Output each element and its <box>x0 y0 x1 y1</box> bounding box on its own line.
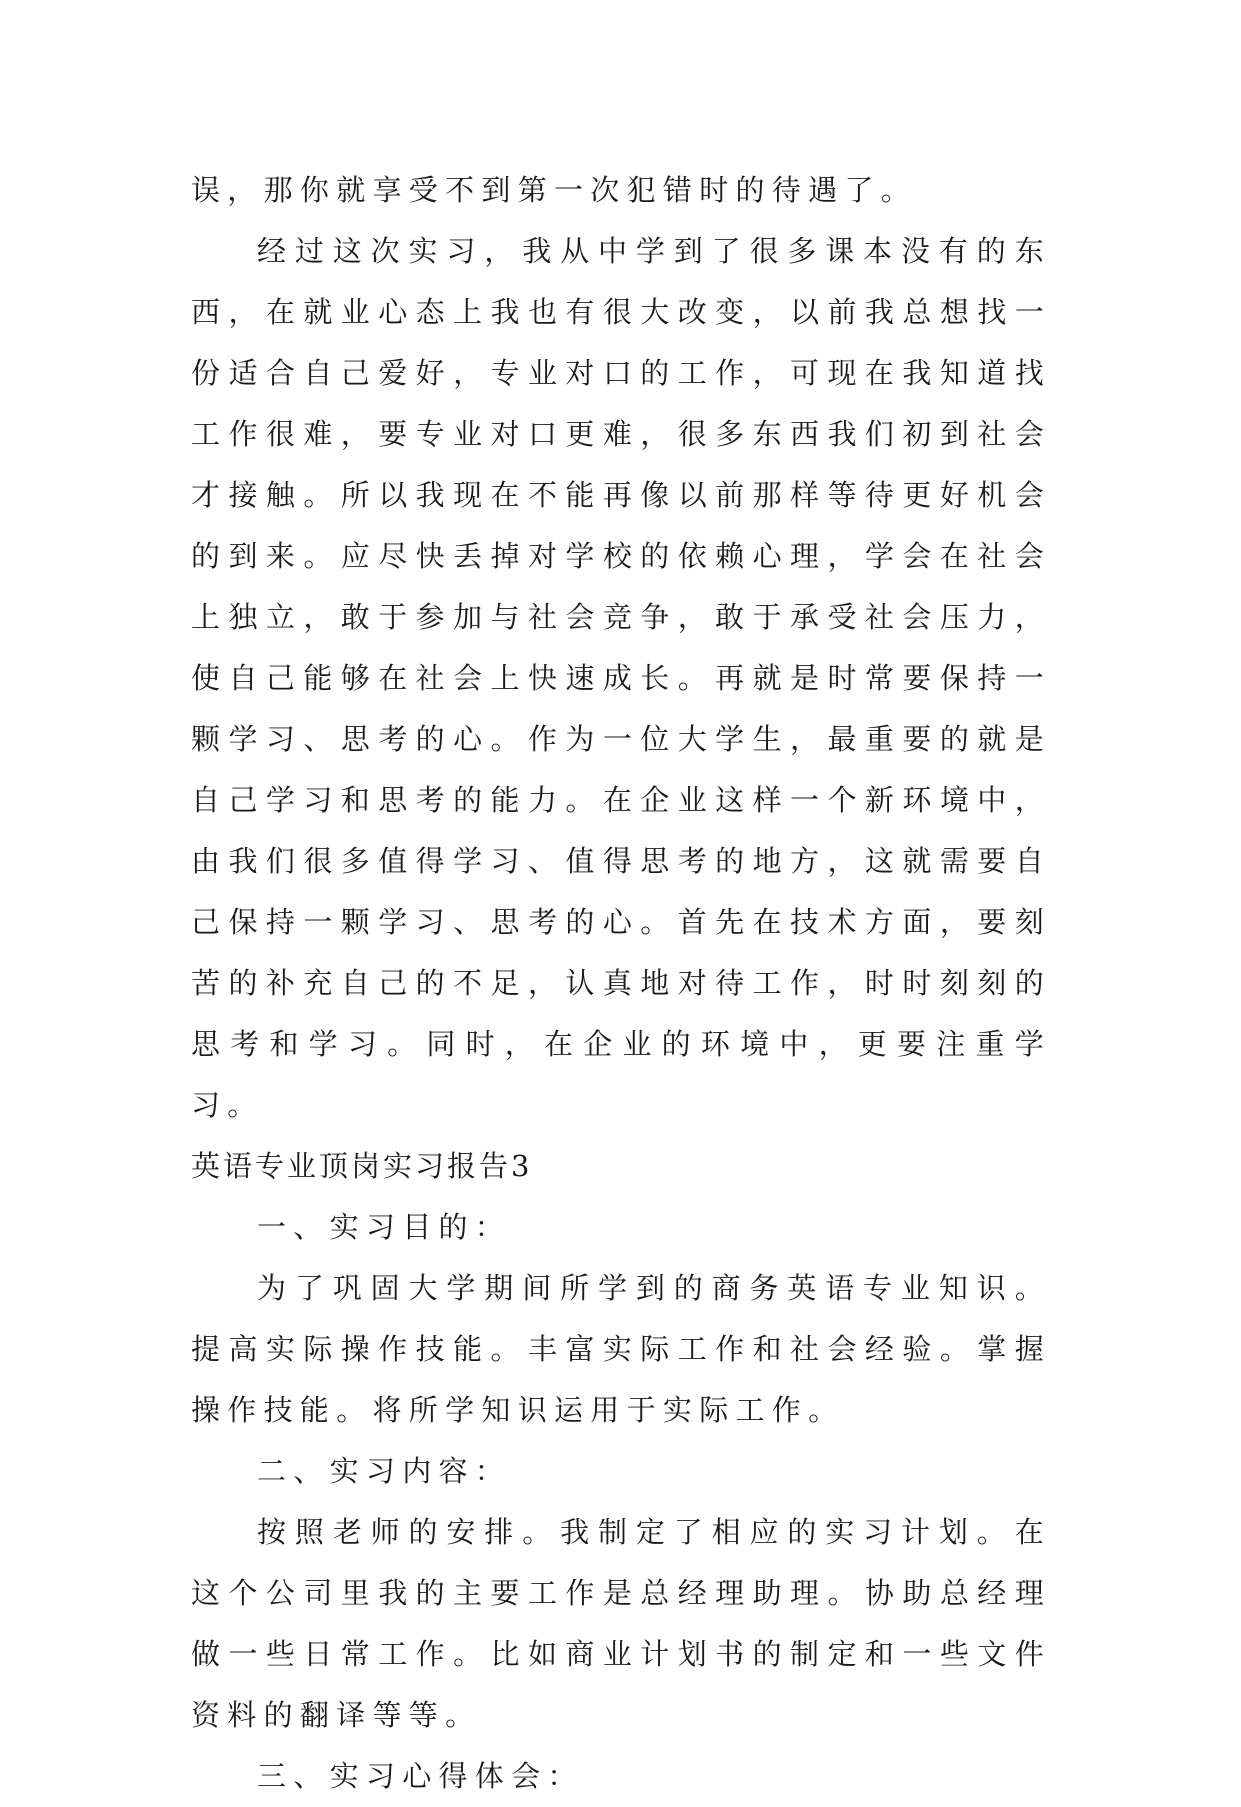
paragraph-internship-reflection: 经过这次实习，我从中学到了很多课本没有的东西，在就业心态上我也有很大改变，以前我总想找一份适合自己爱好，专业对口的工作，可现在我知道找工作很难，要专业对口更难，很多东西我们初到社会才接触。所以我现在不能再像以前那样等待更好机会的到来。应尽快丢掉对学校的依赖心理，学会在社会上独立，敢于参加与社会竞争，敢于承受社会压力，使自己能够在社会上快速成长。再就是时常要保持一颗学习、思考的心。作为一位大学生，最重要的就是自己学习和思考的能力。在企业这样一个新环境中，由我们很多值得学习、值得思考的地方，这就需要自己保持一颗学习、思考的心。首先在技术方面，要刻苦的补充自己的不足，认真地对待工作，时时刻刻的思考和学习。同时，在企业的环境中，更要注重学习。 <box>191 234 1051 1122</box>
paragraph-internship-content: 按照老师的安排。我制定了相应的实习计划。在这个公司里我的主要工作是总经理助理。协助总经理做一些日常工作。比如商业计划书的制定和一些文件资料的翻译等等。 <box>191 1515 1051 1732</box>
heading-internship-content: 二、实习内容： <box>257 1454 512 1488</box>
paragraph-internship-purpose: 为了巩固大学期间所学到的商务英语专业知识。提高实际操作技能。丰富实际工作和社会经验。掌握操作技能。将所学知识运用于实际工作。 <box>191 1271 1051 1427</box>
paragraph-continuation: 误，那你就享受不到第一次犯错时的待遇了。 <box>191 173 918 207</box>
heading-internship-purpose: 一、实习目的： <box>257 1210 512 1244</box>
section-title: 英语专业顶岗实习报告3 <box>191 1149 533 1183</box>
document-body <box>191 160 1051 1807</box>
heading-internship-experience: 三、实习心得体会： <box>257 1759 584 1793</box>
